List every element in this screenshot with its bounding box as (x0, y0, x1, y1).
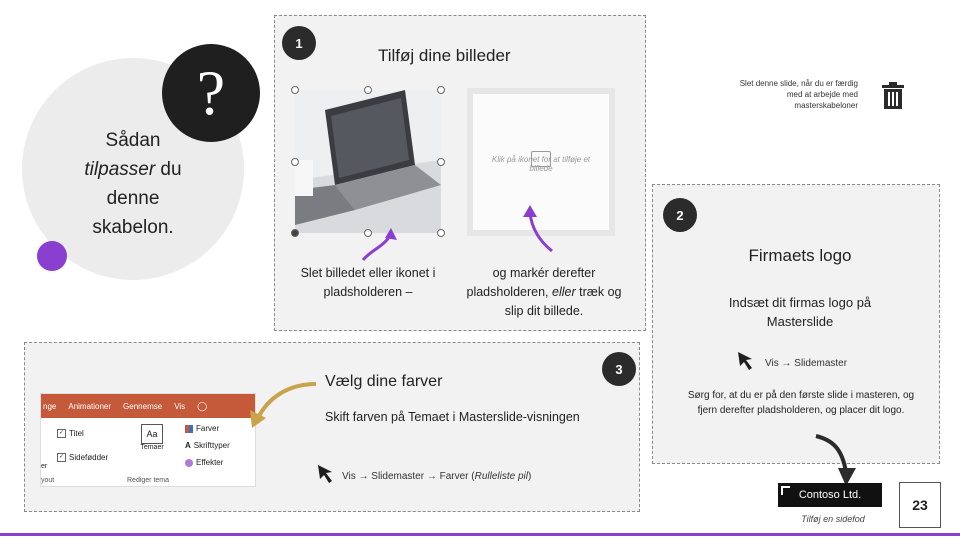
step3-nav-a: Vis → Slidemaster → Farver ( (342, 471, 475, 482)
resize-handle-tm[interactable] (364, 86, 372, 94)
curved-arrow-left (355, 228, 405, 264)
caption-right (466, 264, 622, 321)
ribbon-screenshot (40, 393, 256, 487)
caption-right-b: træk og slip dit billede. (504, 285, 622, 318)
intro-line1: Sådan (105, 130, 161, 151)
ribbon-group-mid: Rediger tema (127, 477, 170, 484)
resize-handle-tl[interactable] (291, 86, 299, 94)
lightbulb-icon[interactable]: ◯ (197, 400, 208, 411)
step3-badge: 3 (602, 352, 636, 386)
caption-left: Slet billedet eller ikonet i pladsholderen – (300, 266, 436, 299)
intro-text (58, 126, 208, 242)
colors-icon (185, 425, 193, 433)
ribbon-tabbar (41, 394, 255, 418)
placeholder-text: Klik på ikonet for at tilføje et billede (491, 155, 591, 173)
effects-icon (185, 459, 193, 467)
step2-badge: 2 (663, 198, 697, 232)
footer-hint: Tilføj en sidefod (801, 514, 865, 524)
bottom-rule (0, 533, 960, 536)
intro-line3: denne (106, 188, 160, 209)
fonts-button[interactable] (185, 441, 230, 450)
effects-label: Effekter (196, 458, 224, 467)
step2-instructions: Sørg for, at du er på den første slide i masteren, og fjern derefter pladsholderen, og placer dit logo. (687, 390, 915, 416)
themes-button[interactable] (139, 424, 165, 451)
logo-text: Contoso Ltd. (798, 489, 862, 501)
laptop-photo[interactable] (295, 90, 441, 233)
ribbon-group-left: yout (41, 477, 55, 484)
step3-nav-em: Rulleliste pil (474, 471, 528, 482)
checkbox-icon-2: ✓ (58, 454, 65, 460)
curved-arrow-right (518, 205, 558, 255)
dark-arrow (812, 432, 866, 488)
logo-corner-icon (781, 486, 790, 495)
step3-nav-b: ) (527, 471, 532, 482)
cursor-icon (736, 350, 758, 372)
effects-button[interactable] (185, 458, 223, 467)
intro-line2b: du (155, 159, 182, 180)
colors-button[interactable] (185, 424, 219, 433)
checkbox-title-label: Titel (69, 429, 84, 438)
intro-line4: skabelon. (92, 217, 174, 238)
resize-handle-tr[interactable] (437, 86, 445, 94)
resize-handle-ml[interactable] (291, 158, 299, 166)
caption-right-a: og markér derefter pladsholderen, (466, 266, 596, 299)
step2-subtitle: Indsæt dit firmas logo på Masterslide (728, 295, 872, 329)
fonts-icon: A (185, 441, 191, 450)
step2-title: Firmaets logo (748, 246, 852, 265)
checkbox-footer-label: Sidefødder (69, 453, 109, 462)
resize-handle-mr[interactable] (437, 158, 445, 166)
fonts-label: Skrifttyper (193, 441, 230, 450)
ribbon-tab-2[interactable]: Gennemse (123, 401, 163, 411)
resize-handle-br[interactable] (437, 229, 445, 237)
ribbon-tab-0[interactable]: nge (43, 401, 57, 411)
step3-body: Skift farven på Temaet i Masterslide-visningen (325, 410, 580, 424)
ribbon-tab-1[interactable]: Animationer (68, 401, 112, 411)
delete-note: Slet denne slide, når du er færdig med at arbejde med masterskabeloner (739, 79, 858, 110)
resize-handle-bl[interactable] (291, 229, 299, 237)
ribbon-tab-3[interactable]: Vis (174, 401, 186, 411)
company-logo[interactable] (778, 483, 882, 507)
step1-title: Tilføj dine billeder (378, 46, 511, 65)
intro-line2-em: tilpasser (84, 159, 156, 180)
step3-title: Vælg dine farver (325, 373, 443, 390)
trash-icon[interactable] (881, 82, 905, 115)
gold-arrow (244, 378, 320, 430)
purple-dot (37, 241, 67, 271)
themes-icon: Aa (141, 424, 163, 444)
cursor-icon-2 (316, 463, 338, 485)
page-number: 23 (912, 497, 928, 513)
step1-badge: 1 (282, 26, 316, 60)
colors-label: Farver (196, 424, 220, 433)
caption-right-em: eller (552, 285, 576, 299)
page-number-box (899, 482, 941, 528)
step2-nav: Vis → Slidemaster (765, 358, 848, 369)
ribbon-left-item: er (41, 463, 48, 470)
checkbox-icon: ✓ (58, 430, 65, 436)
question-mark: ? (196, 57, 226, 128)
themes-label: Temaer (140, 444, 164, 451)
step3-nav (342, 471, 531, 482)
ribbon-checkbox-footer[interactable] (57, 453, 108, 462)
ribbon-checkbox-title[interactable] (57, 429, 84, 438)
